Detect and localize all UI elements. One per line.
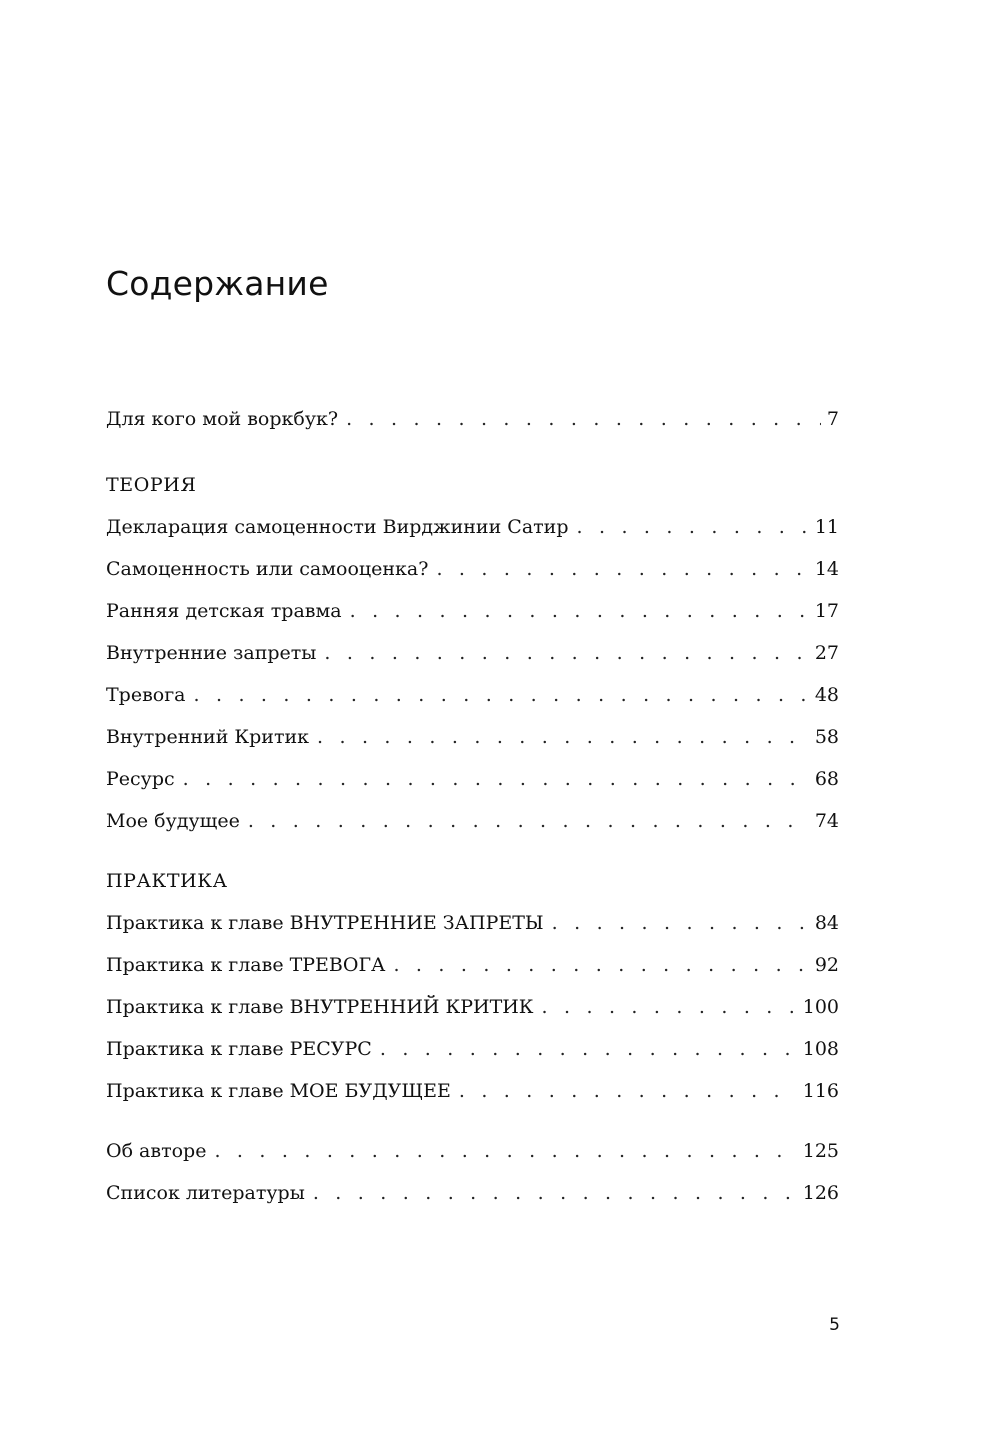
dot-leader xyxy=(324,635,808,671)
toc-entry-title: Ранняя детская травма xyxy=(106,600,342,622)
toc-entry-theory-4[interactable] xyxy=(106,635,839,677)
toc-entry-page: 48 xyxy=(814,684,839,706)
dot-leader xyxy=(542,989,797,1025)
dot-leader xyxy=(194,677,809,713)
dot-leader xyxy=(317,719,809,755)
toc-entry-page: 126 xyxy=(802,1182,839,1204)
toc-entry-theory-7[interactable] xyxy=(106,761,839,803)
toc-entry-page: 7 xyxy=(826,408,839,430)
dot-leader xyxy=(183,761,809,797)
toc-entry-page: 116 xyxy=(802,1080,839,1102)
toc-entry-title: Самоценность или самооценка? xyxy=(106,558,429,580)
toc-entry-title: Декларация самоценности Вирджинии Сатир xyxy=(106,516,569,538)
toc-entry-title: Внутренние запреты xyxy=(106,642,317,664)
toc-entry-title: Мое будущее xyxy=(106,810,240,832)
toc-entry-page: 14 xyxy=(814,558,839,580)
toc-entry-practice-5[interactable] xyxy=(106,1073,839,1115)
dot-leader xyxy=(393,947,808,983)
toc-entry-page: 27 xyxy=(814,642,839,664)
toc-entry-practice-2[interactable] xyxy=(106,947,839,989)
dot-leader xyxy=(214,1133,796,1169)
table-of-contents xyxy=(106,401,839,1217)
section-heading-practice: ПРАКТИКА xyxy=(106,870,228,892)
toc-entry-theory-5[interactable] xyxy=(106,677,839,719)
toc-entry-practice-1[interactable] xyxy=(106,905,839,947)
toc-entry-bibliography[interactable] xyxy=(106,1175,839,1217)
toc-entry-page: 74 xyxy=(814,810,839,832)
toc-entry-practice-4[interactable] xyxy=(106,1031,839,1073)
toc-entry-practice-3[interactable] xyxy=(106,989,839,1031)
dot-leader xyxy=(346,401,821,437)
toc-entry-page: 100 xyxy=(802,996,839,1018)
toc-entry-title: Практика к главе ТРЕВОГА xyxy=(106,954,386,976)
dot-leader xyxy=(350,593,809,629)
toc-entry-title: Практика к главе ВНУТРЕННИЕ ЗАПРЕТЫ xyxy=(106,912,544,934)
toc-entry-page: 58 xyxy=(814,726,839,748)
dot-leader xyxy=(248,803,809,839)
dot-leader xyxy=(313,1175,797,1211)
toc-entry-page: 84 xyxy=(814,912,839,934)
toc-entry-title: Тревога xyxy=(106,684,186,706)
toc-entry-page: 108 xyxy=(802,1038,839,1060)
toc-entry-intro[interactable] xyxy=(106,401,839,443)
toc-entry-title: Внутренний Критик xyxy=(106,726,309,748)
toc-entry-page: 11 xyxy=(814,516,839,538)
page-title: Содержание xyxy=(106,264,329,303)
toc-entry-page: 92 xyxy=(814,954,839,976)
dot-leader xyxy=(459,1073,797,1109)
toc-entry-title: Ресурс xyxy=(106,768,175,790)
page-number: 5 xyxy=(829,1315,840,1335)
toc-entry-page: 17 xyxy=(814,600,839,622)
toc-entry-theory-1[interactable] xyxy=(106,509,839,551)
toc-entry-about-author[interactable] xyxy=(106,1133,839,1175)
dot-leader xyxy=(552,905,809,941)
toc-entry-theory-8[interactable] xyxy=(106,803,839,845)
toc-entry-title: Список литературы xyxy=(106,1182,305,1204)
dot-leader xyxy=(577,509,809,545)
toc-entry-title: Практика к главе РЕСУРС xyxy=(106,1038,372,1060)
spacer xyxy=(106,845,839,863)
toc-entry-title: Практика к главе ВНУТРЕННИЙ КРИТИК xyxy=(106,996,534,1018)
toc-entry-theory-6[interactable] xyxy=(106,719,839,761)
toc-entry-title: Об авторе xyxy=(106,1140,207,1162)
toc-entry-page: 68 xyxy=(814,768,839,790)
spacer xyxy=(106,443,839,467)
toc-entry-page: 125 xyxy=(802,1140,839,1162)
toc-entry-title: Практика к главе МОЕ БУДУЩЕЕ xyxy=(106,1080,451,1102)
toc-entry-title: Для кого мой воркбук? xyxy=(106,408,339,430)
spacer xyxy=(106,1115,839,1133)
dot-leader xyxy=(436,551,808,587)
section-heading-theory: ТЕОРИЯ xyxy=(106,474,197,496)
toc-entry-theory-3[interactable] xyxy=(106,593,839,635)
dot-leader xyxy=(380,1031,797,1067)
toc-entry-theory-2[interactable] xyxy=(106,551,839,593)
